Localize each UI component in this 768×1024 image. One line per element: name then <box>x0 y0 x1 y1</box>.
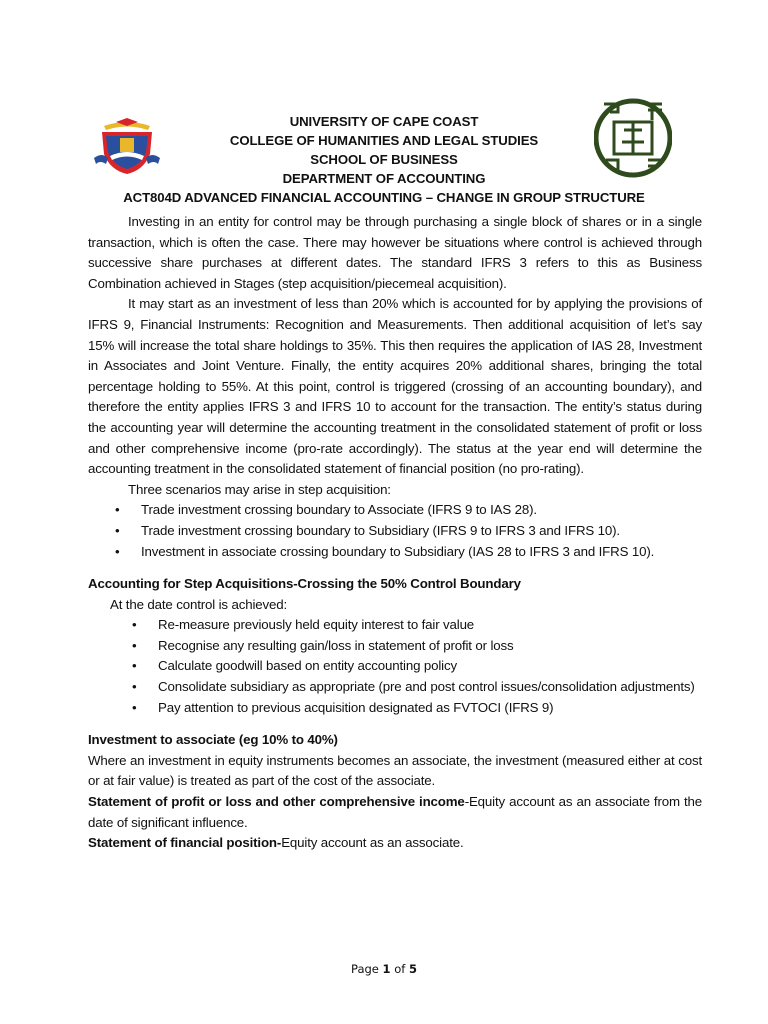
financial-position-text: Equity account as an associate. <box>281 835 464 851</box>
of-word: of <box>394 962 406 976</box>
university-name: UNIVERSITY OF CAPE COAST <box>289 114 479 129</box>
section-heading-control: Accounting for Step Acquisitions-Crossing the 50% Control Boundary <box>88 576 521 592</box>
financial-position-label: Statement of financial position- <box>88 835 282 851</box>
list-item: • Re-measure previously held equity interest to fair value <box>88 615 702 636</box>
financial-position-paragraph <box>88 833 702 854</box>
list-item: • Pay attention to previous acquisition designated as FVTOCI (IFRS 9) <box>88 698 702 719</box>
profit-loss-paragraph <box>88 792 702 833</box>
section-heading-associate: Investment to associate (eg 10% to 40%) <box>88 732 338 748</box>
college-name: COLLEGE OF HUMANITIES AND LEGAL STUDIES <box>229 133 539 148</box>
page-number: 1 <box>382 962 391 976</box>
department-name: DEPARTMENT OF ACCOUNTING <box>282 171 486 186</box>
course-title: ACT804D ADVANCED FINANCIAL ACCOUNTING – CHANGE IN GROUP STRUCTURE <box>123 190 645 205</box>
scenarios-intro: Three scenarios may arise in step acquisition: <box>128 481 391 497</box>
list-item: • Consolidate subsidiary as appropriate (pre and post control issues/consolidation adjustments) <box>88 677 702 698</box>
document-header <box>0 112 768 207</box>
step-paragraph: It may start as an investment of less than 20% which is accounted for by applying the provisions of IFRS 9, Financial Instruments: Recognition and Measurements. Then additional acquisition of let’s say 15% will increase the total share holdings to 35%. This then requires the application of IAS 28, Investment in Associates and Joint Venture. Finally, the entity acquires 20% additional shares, bringing the total percentage holding to 55%. At this point, control is triggered (crossing of an accounting boundary), and therefore the entity applies IFRS 3 and IFRS 10 to account for the transaction. The entity’s status during the accounting year will determine the accounting treatment in the consolidated statement of profit or loss and other comprehensive income (pro-rate accordingly). The status at the year end will determine the accounting treatment in the consolidated statement of financial position (no pro-rating). <box>88 296 702 477</box>
profit-loss-label: Statement of profit or loss and other comprehensive income <box>88 794 465 810</box>
page-total: 5 <box>408 962 417 976</box>
control-intro: At the date control is achieved: <box>110 596 288 612</box>
page-footer <box>0 962 768 976</box>
school-name: SCHOOL OF BUSINESS <box>310 152 458 167</box>
list-item: • Investment in associate crossing boundary to Subsidiary (IAS 28 to IFRS 3 and IFRS 10). <box>88 542 702 563</box>
control-steps-list <box>88 615 702 718</box>
list-item: • Calculate goodwill based on entity accounting policy <box>88 656 702 677</box>
list-item: • Trade investment crossing boundary to Subsidiary (IFRS 9 to IFRS 3 and IFRS 10). <box>88 521 702 542</box>
document-body <box>88 212 702 854</box>
list-item: • Trade investment crossing boundary to Associate (IFRS 9 to IAS 28). <box>88 500 702 521</box>
intro-paragraph: Investing in an entity for control may be through purchasing a single block of shares or in a single transaction, which is often the case. There may however be situations where control is achieved through successive share purchases at different dates. The standard IFRS 3 refers to this as Business Combination achieved in Stages (step acquisition/piecemeal acquisition). <box>88 214 702 291</box>
profit-loss-text: -Equity account as an associate from the date of significant influence. <box>88 794 702 830</box>
page-word: Page <box>351 962 379 976</box>
scenarios-list <box>88 500 702 562</box>
list-item: • Recognise any resulting gain/loss in statement of profit or loss <box>88 636 702 657</box>
associate-paragraph: Where an investment in equity instruments becomes an associate, the investment (measured either at cost or at fair value) is treated as part of the cost of the associate. <box>88 752 702 789</box>
